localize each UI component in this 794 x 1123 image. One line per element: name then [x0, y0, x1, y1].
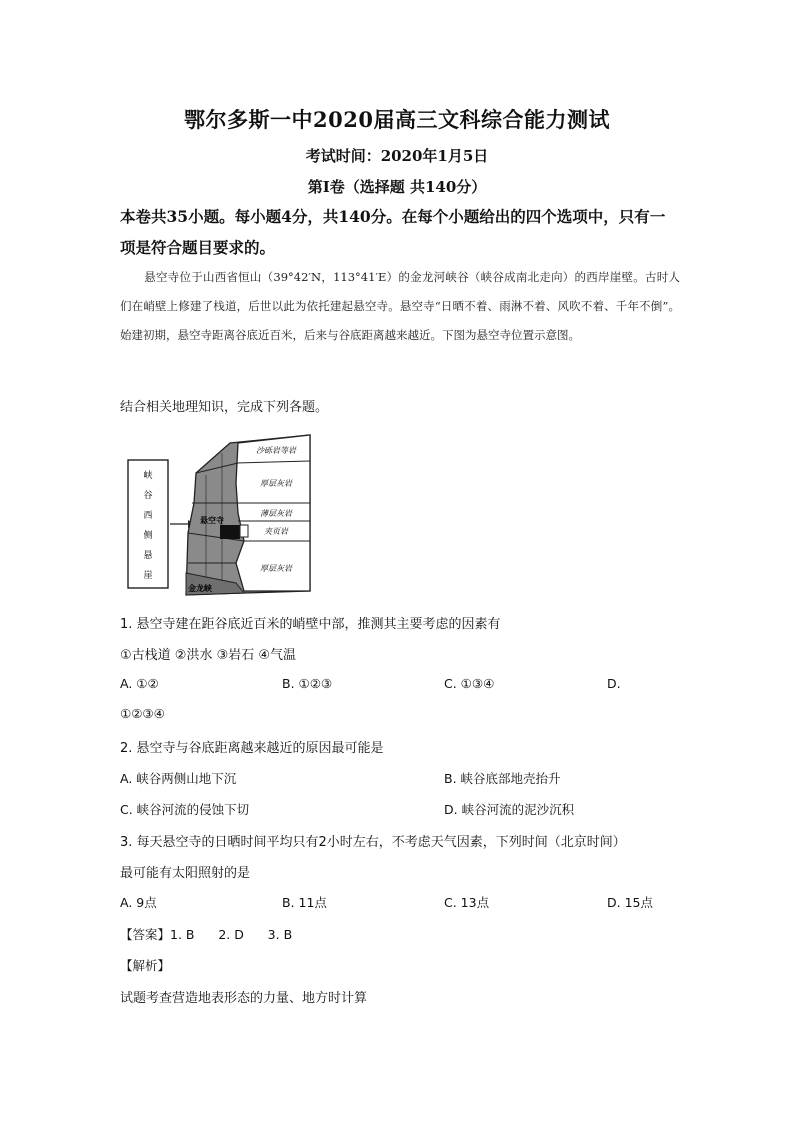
exam-time: 考试时间：2020年1月5日: [305, 147, 489, 165]
question-3-stem-2: 最可能有太阳照射的是: [120, 866, 251, 881]
q3-option-b[interactable]: B. 11点: [282, 895, 327, 910]
q1-option-b[interactable]: B. ①②③: [282, 676, 333, 691]
temple-label: 悬空寺: [200, 515, 224, 525]
temple-annex: [240, 525, 248, 537]
layer-label-2: 厚层灰岩: [260, 479, 292, 488]
q2-option-b[interactable]: B. 峡谷底部地壳抬升: [444, 771, 561, 786]
answer-line: 【答案】1. B 2. D 3. B: [120, 927, 293, 942]
passage-text: 悬空寺位于山西省恒山（39°42′N，113°41′E）的金龙河峡谷（峡谷成南北走向）的西岸崖壁。古时人们在峭壁上修建了栈道，后世以此为依托建起悬空寺。悬空寺“日晒不着、雨淋不着、风吹不着、千年不倒”。始建初期，悬空寺距离谷底近百米，后来与谷底距离越来越近。下图为悬空寺位置示意图。: [120, 270, 680, 342]
cliff-label-6: 崖: [143, 571, 153, 581]
q2-option-d[interactable]: D. 峡谷河流的泥沙沉积: [444, 802, 575, 817]
cliff-label-3: 西: [143, 511, 153, 521]
temple-location-diagram: [126, 433, 322, 598]
layer-label-1: 沙砾岩等岩: [256, 446, 296, 455]
layer-label-4: 夹页岩: [264, 527, 288, 536]
analysis-heading: 【解析】: [120, 958, 171, 973]
q1-option-c[interactable]: C. ①③④: [444, 676, 495, 691]
q1-option-d-wrap: ①②③④: [120, 706, 165, 721]
q3-option-a[interactable]: A. 9点: [120, 895, 157, 910]
prompt: 结合相关地理知识，完成下列各题。: [120, 400, 329, 415]
q1-option-d[interactable]: D.: [607, 676, 621, 691]
section-heading: 第Ⅰ卷（选择题 共140分）: [307, 178, 487, 196]
instructions: 本卷共35小题。每小题4分，共140分。在每个小题给出的四个选项中，只有一项是符合题目要求的。: [120, 207, 666, 257]
question-2-stem: 2. 悬空寺与谷底距离越来越近的原因最可能是: [120, 741, 384, 756]
q2-option-a[interactable]: A. 峡谷两侧山地下沉: [120, 771, 237, 786]
analysis-text: 试题考查营造地表形态的力量、地方时计算: [120, 991, 368, 1006]
layer-label-3: 薄层灰岩: [260, 509, 292, 518]
q3-option-d[interactable]: D. 15点: [607, 895, 653, 910]
question-1-factors: ①古栈道 ②洪水 ③岩石 ④气温: [120, 648, 297, 663]
cliff-label-4: 侧: [143, 531, 153, 541]
q1-option-a[interactable]: A. ①②: [120, 676, 159, 691]
q2-option-c[interactable]: C. 峡谷河流的侵蚀下切: [120, 802, 250, 817]
question-1-stem: 1. 悬空寺建在距谷底近百米的峭壁中部，推测其主要考虑的因素有: [120, 617, 501, 632]
passage: [120, 263, 680, 350]
question-3-stem-1: 3. 每天悬空寺的日晒时间平均只有2小时左右，不考虑天气因素，下列时间（北京时间）: [120, 835, 626, 850]
cliff-label-2: 谷: [143, 491, 153, 501]
temple-block: [220, 525, 240, 539]
q3-option-c[interactable]: C. 13点: [444, 895, 490, 910]
cliff-label-1: 峡: [143, 471, 153, 481]
river-label: 金龙峡: [188, 583, 212, 593]
layer-label-5: 厚层灰岩: [260, 564, 292, 573]
exam-title: 鄂尔多斯一中2020届高三文科综合能力测试: [184, 107, 610, 132]
cliff-label-5: 悬: [143, 551, 153, 561]
